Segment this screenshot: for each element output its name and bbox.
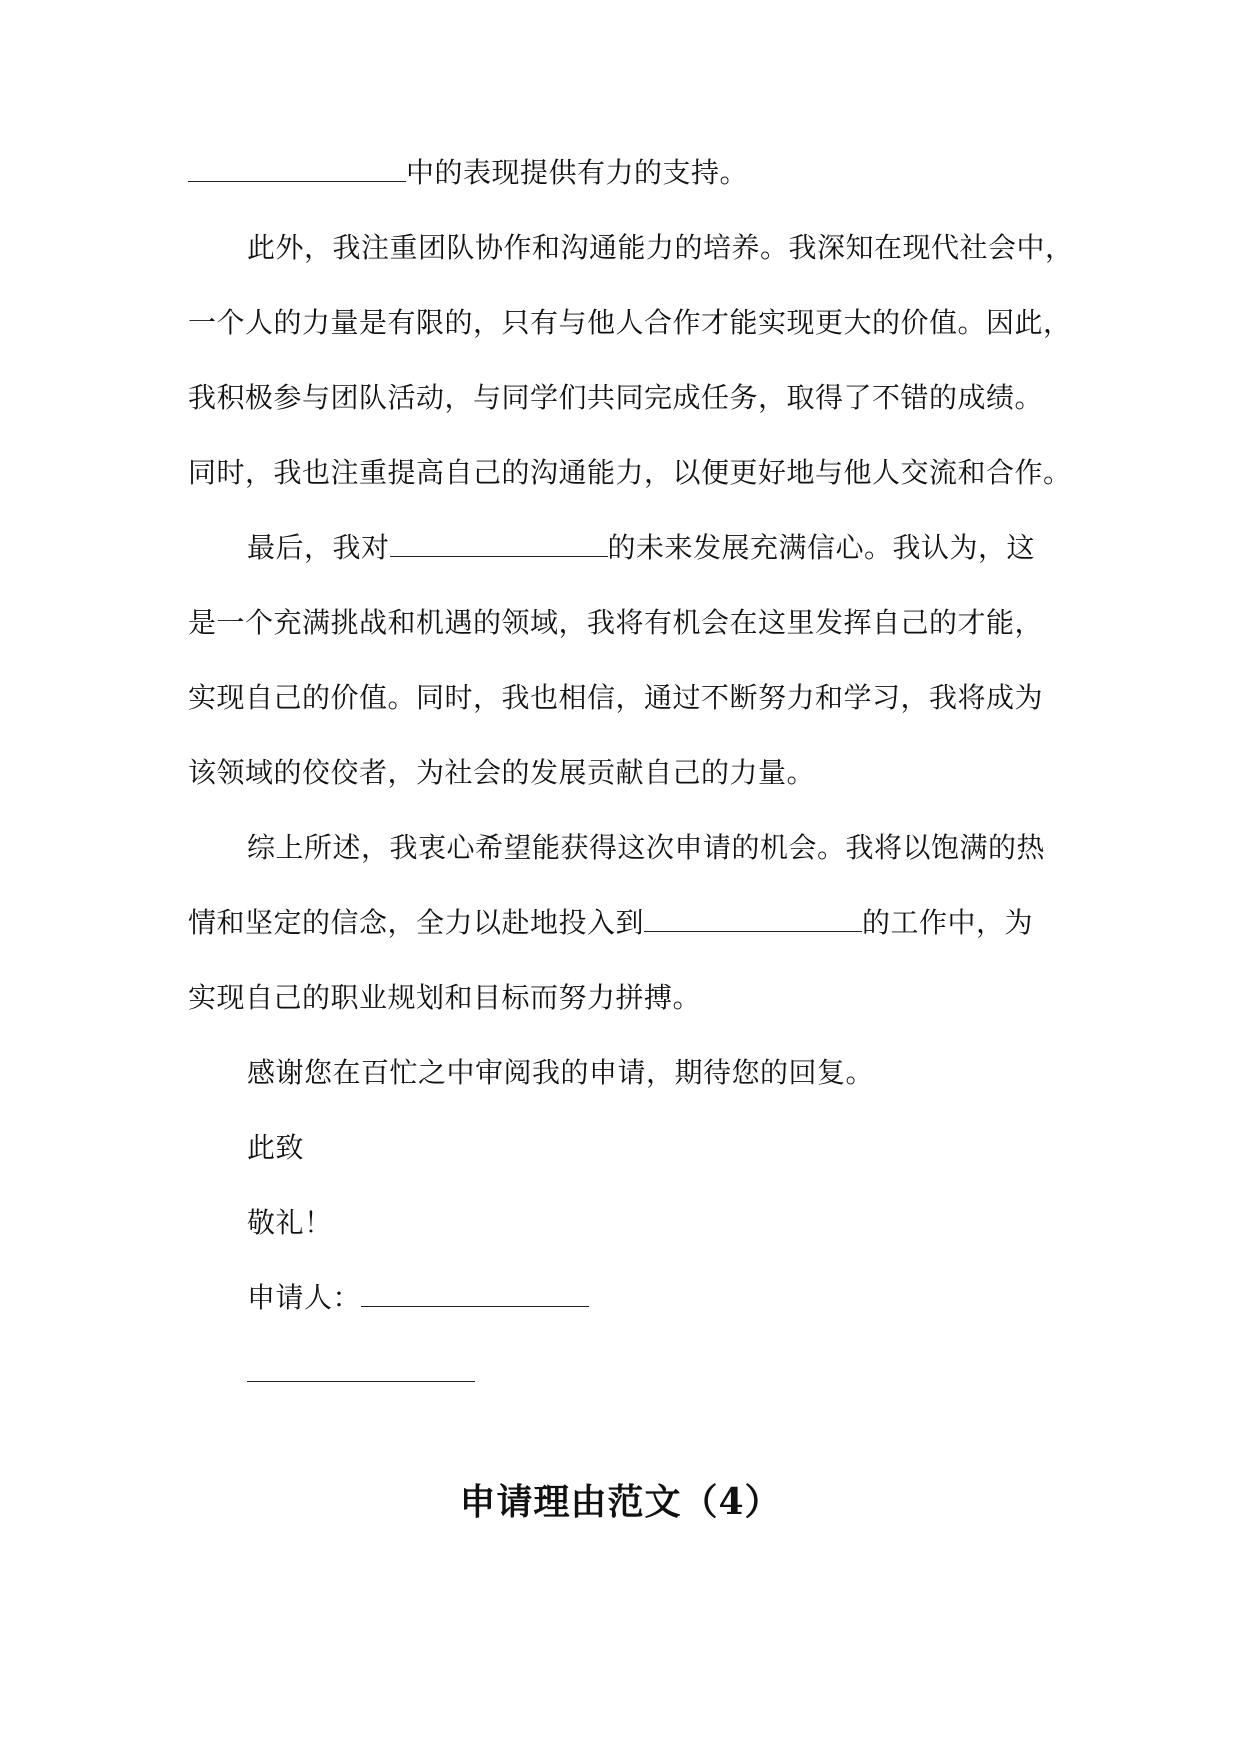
salutation-line: 敬礼！ xyxy=(247,1206,333,1239)
section-title: 申请理由范文（4） xyxy=(459,1481,782,1523)
paragraph-line: 此外，我注重团队协作和沟通能力的培养。我深知在现代社会中， xyxy=(247,231,1074,264)
paragraph-line: 我积极参与团队活动，与同学们共同完成任务，取得了不错的成绩。 xyxy=(188,381,1044,414)
paragraph-line: 一个人的力量是有限的，只有与他人合作才能实现更大的价值。因此， xyxy=(188,306,1072,339)
paragraph-line: 实现自己的价值。同时，我也相信，通过不断努力和学习，我将成为 xyxy=(188,681,1044,714)
fill-in-blank xyxy=(247,1355,475,1382)
fill-in-blank xyxy=(644,905,862,932)
paragraph-line: 综上所述，我衷心希望能获得这次申请的机会。我将以饱满的热 xyxy=(247,831,1046,864)
applicant-line xyxy=(247,1278,1127,1318)
fill-in-blank xyxy=(390,530,608,557)
line-text: 中的表现提供有力的支持。 xyxy=(406,156,749,189)
paragraph-line: 该领域的佼佼者，为社会的发展贡献自己的力量。 xyxy=(188,756,816,789)
paragraph-line xyxy=(188,153,1068,193)
line-text: 情和坚定的信念，全力以赴地投入到 xyxy=(188,906,645,939)
paragraph-line: 同时，我也注重提高自己的沟通能力，以便更好地与他人交流和合作。 xyxy=(188,456,1072,489)
applicant-label: 申请人： xyxy=(247,1281,362,1314)
paragraph-line: 实现自己的职业规划和目标而努力拼搏。 xyxy=(188,981,702,1014)
fill-in-blank xyxy=(361,1280,589,1307)
line-text: 最后，我对 xyxy=(247,531,390,564)
line-text: 的工作中，为 xyxy=(862,906,1034,939)
date-line xyxy=(247,1353,1127,1393)
closing-line: 此致 xyxy=(247,1131,305,1164)
paragraph-line: 是一个充满挑战和机遇的领域，我将有机会在这里发挥自己的才能， xyxy=(188,606,1044,639)
fill-in-blank xyxy=(188,155,406,182)
line-text: 的未来发展充满信心。我认为，这 xyxy=(607,531,1036,564)
paragraph-line: 感谢您在百忙之中审阅我的申请，期待您的回复。 xyxy=(247,1056,875,1089)
paragraph-line xyxy=(247,528,1127,568)
paragraph-line xyxy=(188,903,1068,943)
